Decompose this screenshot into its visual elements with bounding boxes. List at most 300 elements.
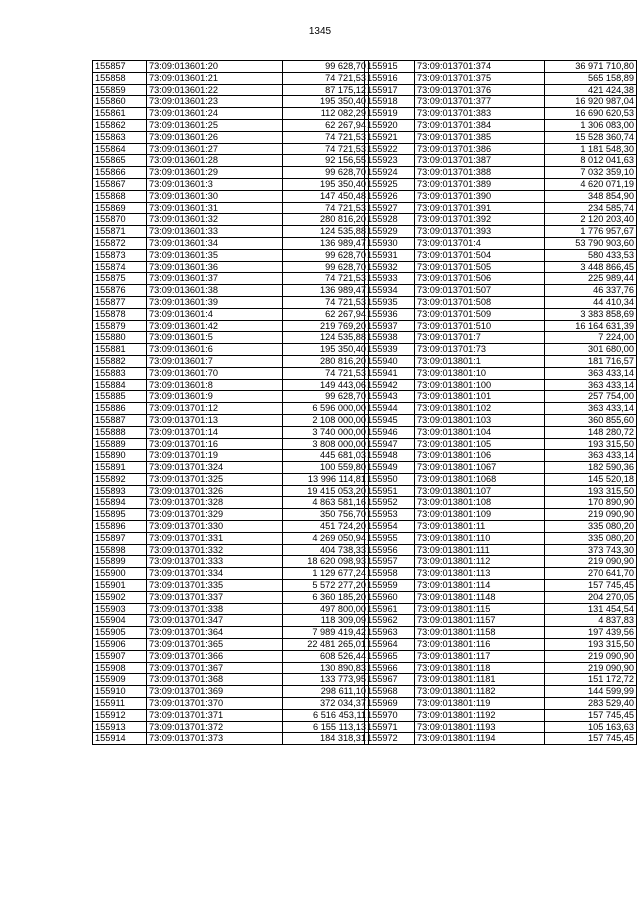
row-number: 155943 [365,391,415,403]
row-number: 155918 [365,96,415,108]
row-number: 155878 [93,308,147,320]
table-row [365,462,637,474]
row-number: 155952 [365,497,415,509]
table-row [93,591,369,603]
row-number: 155931 [365,249,415,261]
cadastral-value: 1 129 677,24 [283,568,369,580]
cadastral-number: 73:09:013701:386 [415,143,545,155]
row-number: 155901 [93,580,147,592]
row-number: 155963 [365,627,415,639]
cadastral-number: 73:09:013601:31 [147,202,283,214]
cadastral-value: 7 032 359,10 [545,167,637,179]
cadastral-number: 73:09:013701:504 [415,249,545,261]
cadastral-number: 73:09:013701:325 [147,473,283,485]
cadastral-number: 73:09:013701:365 [147,639,283,651]
row-number: 155938 [365,332,415,344]
row-number: 155874 [93,261,147,273]
row-number: 155870 [93,214,147,226]
table-row [365,485,637,497]
table-row [93,438,369,450]
table-row [93,96,369,108]
cadastral-value: 74 721,53 [283,143,369,155]
cadastral-value: 2 120 203,40 [545,214,637,226]
row-number: 155906 [93,639,147,651]
row-number: 155929 [365,226,415,238]
cadastral-number: 73:09:013701:373 [147,733,283,745]
row-number: 155912 [93,709,147,721]
cadastral-number: 73:09:013601:7 [147,355,283,367]
table-row [365,686,637,698]
cadastral-value: 497 800,00 [283,603,369,615]
cadastral-value: 99 628,70 [283,261,369,273]
cadastral-number: 73:09:013701:385 [415,131,545,143]
table-row [365,344,637,356]
row-number: 155872 [93,237,147,249]
cadastral-value: 3 740 000,00 [283,426,369,438]
table-row [365,721,637,733]
cadastral-number: 73:09:013601:24 [147,108,283,120]
cadastral-value: 136 989,47 [283,237,369,249]
row-number: 155917 [365,84,415,96]
cadastral-value: 100 559,80 [283,462,369,474]
cadastral-value: 3 448 866,45 [545,261,637,273]
cadastral-value: 1 776 957,67 [545,226,637,238]
cadastral-value: 4 620 071,19 [545,178,637,190]
cadastral-number: 73:09:013701:347 [147,615,283,627]
cadastral-value: 270 641,70 [545,568,637,580]
cadastral-value: 225 989,44 [545,273,637,285]
cadastral-number: 73:09:013701:73 [415,344,545,356]
table-row [365,733,637,745]
cadastral-number: 73:09:013701:508 [415,296,545,308]
row-number: 155958 [365,568,415,580]
cadastral-value: 373 743,30 [545,544,637,556]
cadastral-number: 73:09:013801:110 [415,532,545,544]
table-row [365,568,637,580]
table-row [93,332,369,344]
table-row [93,273,369,285]
cadastral-number: 73:09:013801:106 [415,450,545,462]
cadastral-value: 181 716,57 [545,355,637,367]
cadastral-value: 136 989,47 [283,285,369,297]
row-number: 155937 [365,320,415,332]
cadastral-number: 73:09:013801:112 [415,556,545,568]
table-row [93,414,369,426]
cadastral-value: 195 350,40 [283,96,369,108]
cadastral-value: 87 175,12 [283,84,369,96]
table-row [365,131,637,143]
cadastral-number: 73:09:013601:39 [147,296,283,308]
table-row [365,273,637,285]
cadastral-number: 73:09:013801:1181 [415,674,545,686]
table-row [93,662,369,674]
row-number: 155896 [93,521,147,533]
row-number: 155966 [365,662,415,674]
table-row [93,285,369,297]
cadastral-value: 182 590,36 [545,462,637,474]
row-number: 155949 [365,462,415,474]
row-number: 155926 [365,190,415,202]
table-row [93,698,369,710]
row-number: 155885 [93,391,147,403]
cadastral-value: 360 855,60 [545,414,637,426]
table-row [93,709,369,721]
row-number: 155910 [93,686,147,698]
row-number: 155944 [365,403,415,415]
cadastral-value: 74 721,53 [283,367,369,379]
table-row [365,450,637,462]
table-row [93,379,369,391]
table-row [93,308,369,320]
row-number: 155877 [93,296,147,308]
table-row [365,119,637,131]
cadastral-value: 157 745,45 [545,709,637,721]
row-number: 155882 [93,355,147,367]
table-row [365,367,637,379]
cadastral-number: 73:09:013701:375 [415,72,545,84]
table-row [93,190,369,202]
cadastral-value: 6 155 113,13 [283,721,369,733]
cadastral-value: 148 280,72 [545,426,637,438]
table-row [93,61,369,73]
row-number: 155891 [93,462,147,474]
cadastral-value: 4 837,83 [545,615,637,627]
cadastral-value: 19 415 053,20 [283,485,369,497]
table-row [365,308,637,320]
row-number: 155869 [93,202,147,214]
cadastral-number: 73:09:013601:6 [147,344,283,356]
table-row [365,438,637,450]
row-number: 155928 [365,214,415,226]
table-row [93,131,369,143]
cadastral-value: 372 034,37 [283,698,369,710]
cadastral-value: 36 971 710,80 [545,61,637,73]
cadastral-value: 1 306 083,00 [545,119,637,131]
row-number: 155972 [365,733,415,745]
cadastral-number: 73:09:013601:23 [147,96,283,108]
table-row [93,119,369,131]
row-number: 155964 [365,639,415,651]
cadastral-value: 195 350,40 [283,178,369,190]
cadastral-number: 73:09:013701:388 [415,167,545,179]
cadastral-number: 73:09:013701:507 [415,285,545,297]
cadastral-value: 1 181 548,30 [545,143,637,155]
cadastral-number: 73:09:013701:509 [415,308,545,320]
table-row [365,296,637,308]
cadastral-number: 73:09:013601:28 [147,155,283,167]
cadastral-number: 73:09:013801:119 [415,698,545,710]
table-row [93,226,369,238]
row-number: 155936 [365,308,415,320]
row-number: 155930 [365,237,415,249]
cadastral-number: 73:09:013601:27 [147,143,283,155]
cadastral-value: 147 450,48 [283,190,369,202]
cadastral-number: 73:09:013601:21 [147,72,283,84]
cadastral-number: 73:09:013601:26 [147,131,283,143]
cadastral-number: 73:09:013801:1193 [415,721,545,733]
table-row [365,249,637,261]
cadastral-number: 73:09:013801:10 [415,367,545,379]
cadastral-number: 73:09:013601:8 [147,379,283,391]
cadastral-value: 219 769,20 [283,320,369,332]
table-row [365,214,637,226]
table-row [93,603,369,615]
table-row [93,391,369,403]
table-row [93,426,369,438]
table-row [93,84,369,96]
table-row [365,285,637,297]
cadastral-number: 73:09:013701:12 [147,403,283,415]
cadastral-number: 73:09:013701:329 [147,509,283,521]
cadastral-number: 73:09:013701:392 [415,214,545,226]
cadastral-value: 74 721,53 [283,273,369,285]
cadastral-number: 73:09:013801:111 [415,544,545,556]
row-number: 155962 [365,615,415,627]
row-number: 155909 [93,674,147,686]
cadastral-number: 73:09:013801:113 [415,568,545,580]
cadastral-number: 73:09:013601:3 [147,178,283,190]
table-row [93,639,369,651]
cadastral-number: 73:09:013801:100 [415,379,545,391]
row-number: 155961 [365,603,415,615]
row-number: 155970 [365,709,415,721]
cadastral-number: 73:09:013701:505 [415,261,545,273]
table-row [365,96,637,108]
row-number: 155860 [93,96,147,108]
cadastral-value: 2 108 000,00 [283,414,369,426]
row-number: 155875 [93,273,147,285]
cadastral-value: 99 628,70 [283,249,369,261]
row-number: 155884 [93,379,147,391]
table-row [93,568,369,580]
row-number: 155876 [93,285,147,297]
cadastral-number: 73:09:013701:334 [147,568,283,580]
row-number: 155904 [93,615,147,627]
row-number: 155892 [93,473,147,485]
row-number: 155925 [365,178,415,190]
table-row [365,391,637,403]
cadastral-value: 151 172,72 [545,674,637,686]
table-row [93,450,369,462]
cadastral-number: 73:09:013701:371 [147,709,283,721]
row-number: 155873 [93,249,147,261]
table-row [93,544,369,556]
row-number: 155857 [93,61,147,73]
cadastral-number: 73:09:013701:14 [147,426,283,438]
cadastral-value: 197 439,56 [545,627,637,639]
cadastral-number: 73:09:013701:16 [147,438,283,450]
row-number: 155951 [365,485,415,497]
table-row [365,497,637,509]
row-number: 155957 [365,556,415,568]
row-number: 155948 [365,450,415,462]
cadastral-number: 73:09:013801:103 [415,414,545,426]
cadastral-number: 73:09:013801:1182 [415,686,545,698]
cadastral-value: 13 996 114,81 [283,473,369,485]
table-row [365,662,637,674]
cadastral-number: 73:09:013701:7 [415,332,545,344]
row-number: 155945 [365,414,415,426]
table-row [93,521,369,533]
cadastral-number: 73:09:013801:109 [415,509,545,521]
table-row [93,485,369,497]
cadastral-value: 130 890,83 [283,662,369,674]
row-number: 155888 [93,426,147,438]
cadastral-number: 73:09:013601:30 [147,190,283,202]
cadastral-number: 73:09:013701:368 [147,674,283,686]
table-row [365,698,637,710]
row-number: 155889 [93,438,147,450]
table-row [93,509,369,521]
cadastral-value: 3 383 858,69 [545,308,637,320]
row-number: 155913 [93,721,147,733]
cadastral-number: 73:09:013801:11 [415,521,545,533]
cadastral-number: 73:09:013701:324 [147,462,283,474]
cadastral-value: 184 318,31 [283,733,369,745]
row-number: 155920 [365,119,415,131]
cadastral-number: 73:09:013601:29 [147,167,283,179]
row-number: 155880 [93,332,147,344]
cadastral-number: 73:09:013701:335 [147,580,283,592]
row-number: 155886 [93,403,147,415]
row-number: 155915 [365,61,415,73]
table-row [93,627,369,639]
table-row [365,332,637,344]
cadastral-number: 73:09:013801:1148 [415,591,545,603]
row-number: 155897 [93,532,147,544]
row-number: 155922 [365,143,415,155]
cadastral-number: 73:09:013701:374 [415,61,545,73]
cadastral-number: 73:09:013601:35 [147,249,283,261]
table-row [365,355,637,367]
cadastral-number: 73:09:013701:390 [415,190,545,202]
row-number: 155905 [93,627,147,639]
row-number: 155890 [93,450,147,462]
cadastral-number: 73:09:013601:34 [147,237,283,249]
row-number: 155932 [365,261,415,273]
cadastral-value: 18 620 098,93 [283,556,369,568]
cadastral-number: 73:09:013701:506 [415,273,545,285]
row-number: 155968 [365,686,415,698]
cadastral-value: 62 267,94 [283,119,369,131]
table-row [365,226,637,238]
row-number: 155861 [93,108,147,120]
cadastral-value: 335 080,20 [545,521,637,533]
table-row [93,367,369,379]
cadastral-number: 73:09:013701:338 [147,603,283,615]
table-row [365,178,637,190]
row-number: 155956 [365,544,415,556]
table-row [93,473,369,485]
table-row [365,261,637,273]
table-row [365,603,637,615]
cadastral-value: 421 424,38 [545,84,637,96]
cadastral-number: 73:09:013701:369 [147,686,283,698]
cadastral-number: 73:09:013801:1157 [415,615,545,627]
row-number: 155914 [93,733,147,745]
cadastral-value: 335 080,20 [545,532,637,544]
table-row [365,143,637,155]
row-number: 155946 [365,426,415,438]
cadastral-value: 4 863 581,16 [283,497,369,509]
cadastral-value: 580 433,53 [545,249,637,261]
cadastral-value: 445 681,03 [283,450,369,462]
row-number: 155940 [365,355,415,367]
cadastral-value: 219 090,90 [545,509,637,521]
parcel-table-left [92,60,369,745]
cadastral-value: 105 163,63 [545,721,637,733]
cadastral-number: 73:09:013701:364 [147,627,283,639]
cadastral-number: 73:09:013701:393 [415,226,545,238]
cadastral-value: 5 572 277,20 [283,580,369,592]
row-number: 155924 [365,167,415,179]
table-row [93,237,369,249]
table-row [93,462,369,474]
table-row [93,108,369,120]
row-number: 155941 [365,367,415,379]
cadastral-value: 133 773,95 [283,674,369,686]
cadastral-number: 73:09:013801:114 [415,580,545,592]
row-number: 155900 [93,568,147,580]
cadastral-value: 404 738,33 [283,544,369,556]
cadastral-value: 99 628,70 [283,61,369,73]
cadastral-number: 73:09:013801:107 [415,485,545,497]
cadastral-value: 280 816,20 [283,355,369,367]
row-number: 155953 [365,509,415,521]
table-row [93,355,369,367]
cadastral-value: 170 890,90 [545,497,637,509]
cadastral-value: 16 690 620,53 [545,108,637,120]
table-row [365,521,637,533]
cadastral-number: 73:09:013701:391 [415,202,545,214]
row-number: 155911 [93,698,147,710]
cadastral-number: 73:09:013601:42 [147,320,283,332]
table-row [365,591,637,603]
cadastral-value: 219 090,90 [545,662,637,674]
row-number: 155903 [93,603,147,615]
row-number: 155954 [365,521,415,533]
row-number: 155947 [365,438,415,450]
table-row [93,155,369,167]
cadastral-number: 73:09:013701:372 [147,721,283,733]
cadastral-value: 15 528 360,74 [545,131,637,143]
row-number: 155859 [93,84,147,96]
row-number: 155933 [365,273,415,285]
table-row [93,650,369,662]
cadastral-number: 73:09:013601:37 [147,273,283,285]
table-row [93,615,369,627]
table-row [365,709,637,721]
parcel-table-right [364,60,637,745]
parcel-table-right-body [365,61,637,745]
cadastral-value: 219 090,90 [545,650,637,662]
row-number: 155907 [93,650,147,662]
table-row [365,61,637,73]
cadastral-number: 73:09:013701:332 [147,544,283,556]
cadastral-value: 99 628,70 [283,167,369,179]
cadastral-value: 124 535,88 [283,226,369,238]
cadastral-value: 74 721,53 [283,131,369,143]
table-row [93,261,369,273]
cadastral-value: 7 989 419,42 [283,627,369,639]
cadastral-number: 73:09:013701:326 [147,485,283,497]
table-row [93,202,369,214]
table-row [93,249,369,261]
row-number: 155864 [93,143,147,155]
cadastral-value: 6 360 185,20 [283,591,369,603]
row-number: 155921 [365,131,415,143]
row-number: 155887 [93,414,147,426]
